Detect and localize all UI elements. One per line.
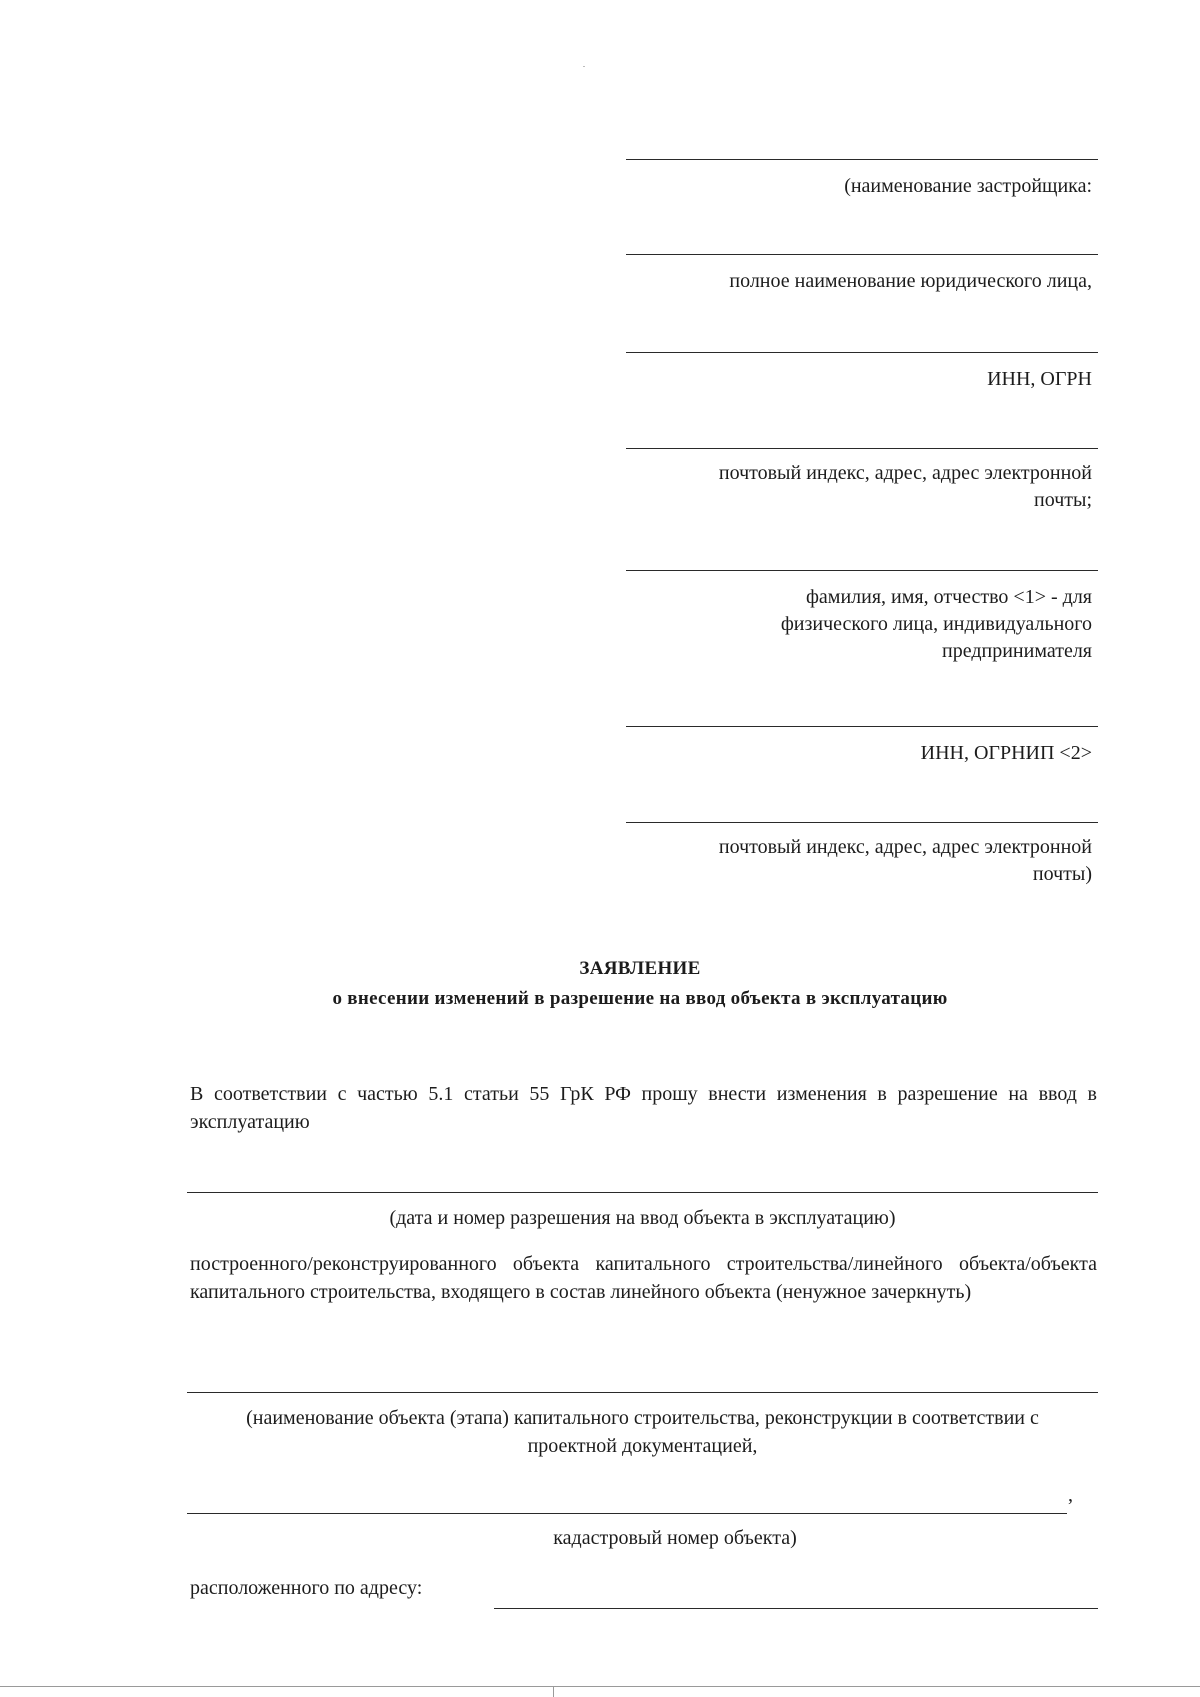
blank-line-object-address[interactable]: [494, 1608, 1098, 1609]
caption-person-name: фамилия, имя, отчество <1> - для физического лица, индивидуального предпринимателя: [780, 586, 1092, 662]
caption-legal-entity-name: полное наименование юридического лица,: [729, 270, 1092, 292]
scan-speck: [583, 66, 585, 67]
intro-paragraph: В соответствии с частью 5.1 статьи 55 ГрК РФ прошу внести изменения в разрешение на ввод в эксплуатацию: [190, 1083, 1097, 1133]
blank-line-permit-date-number[interactable]: [187, 1192, 1098, 1193]
caption-object-name: (наименование объекта (этапа) капитального строительства, реконструкции в соответствии с проектной документацией,: [246, 1407, 1039, 1457]
caption-permit-date-number: (дата и номер разрешения на ввод объекта в эксплуатацию): [389, 1207, 896, 1229]
address-label: расположенного по адресу:: [190, 1577, 423, 1599]
comma-mark: ,: [1068, 1484, 1073, 1506]
scan-bottom-edge: [0, 1686, 1200, 1687]
caption-developer-name: (наименование застройщика:: [844, 175, 1092, 197]
blank-line-inn-ogrnip[interactable]: [626, 726, 1098, 727]
object-type-paragraph: построенного/реконструированного объекта капитального строительства/линейного объекта/объекта капитального строительства, входящего в состав линейного объекта (ненужное зачеркнуть): [190, 1253, 1097, 1303]
blank-line-developer-name[interactable]: [626, 159, 1098, 160]
caption-inn-ogrn: ИНН, ОГРН: [987, 368, 1092, 390]
blank-line-inn-ogrn[interactable]: [626, 352, 1098, 353]
scan-fold-mark: [553, 1686, 554, 1697]
caption-person-address: почтовый индекс, адрес, адрес электронной почты): [718, 836, 1092, 885]
blank-line-object-name[interactable]: [187, 1392, 1098, 1393]
document-subtitle: о внесении изменений в разрешение на ввод объекта в эксплуатацию: [332, 988, 948, 1009]
blank-line-cadastral-number[interactable]: [187, 1513, 1067, 1514]
caption-inn-ogrnip: ИНН, ОГРНИП <2>: [920, 742, 1092, 764]
blank-line-legal-entity-name[interactable]: [626, 254, 1098, 255]
caption-cadastral-number: кадастровый номер объекта): [553, 1527, 797, 1549]
blank-line-person-name[interactable]: [626, 570, 1098, 571]
blank-line-legal-address[interactable]: [626, 448, 1098, 449]
caption-legal-address: почтовый индекс, адрес, адрес электронной почты;: [718, 462, 1092, 511]
document-title: ЗАЯВЛЕНИЕ: [579, 958, 701, 979]
blank-line-person-address[interactable]: [626, 822, 1098, 823]
